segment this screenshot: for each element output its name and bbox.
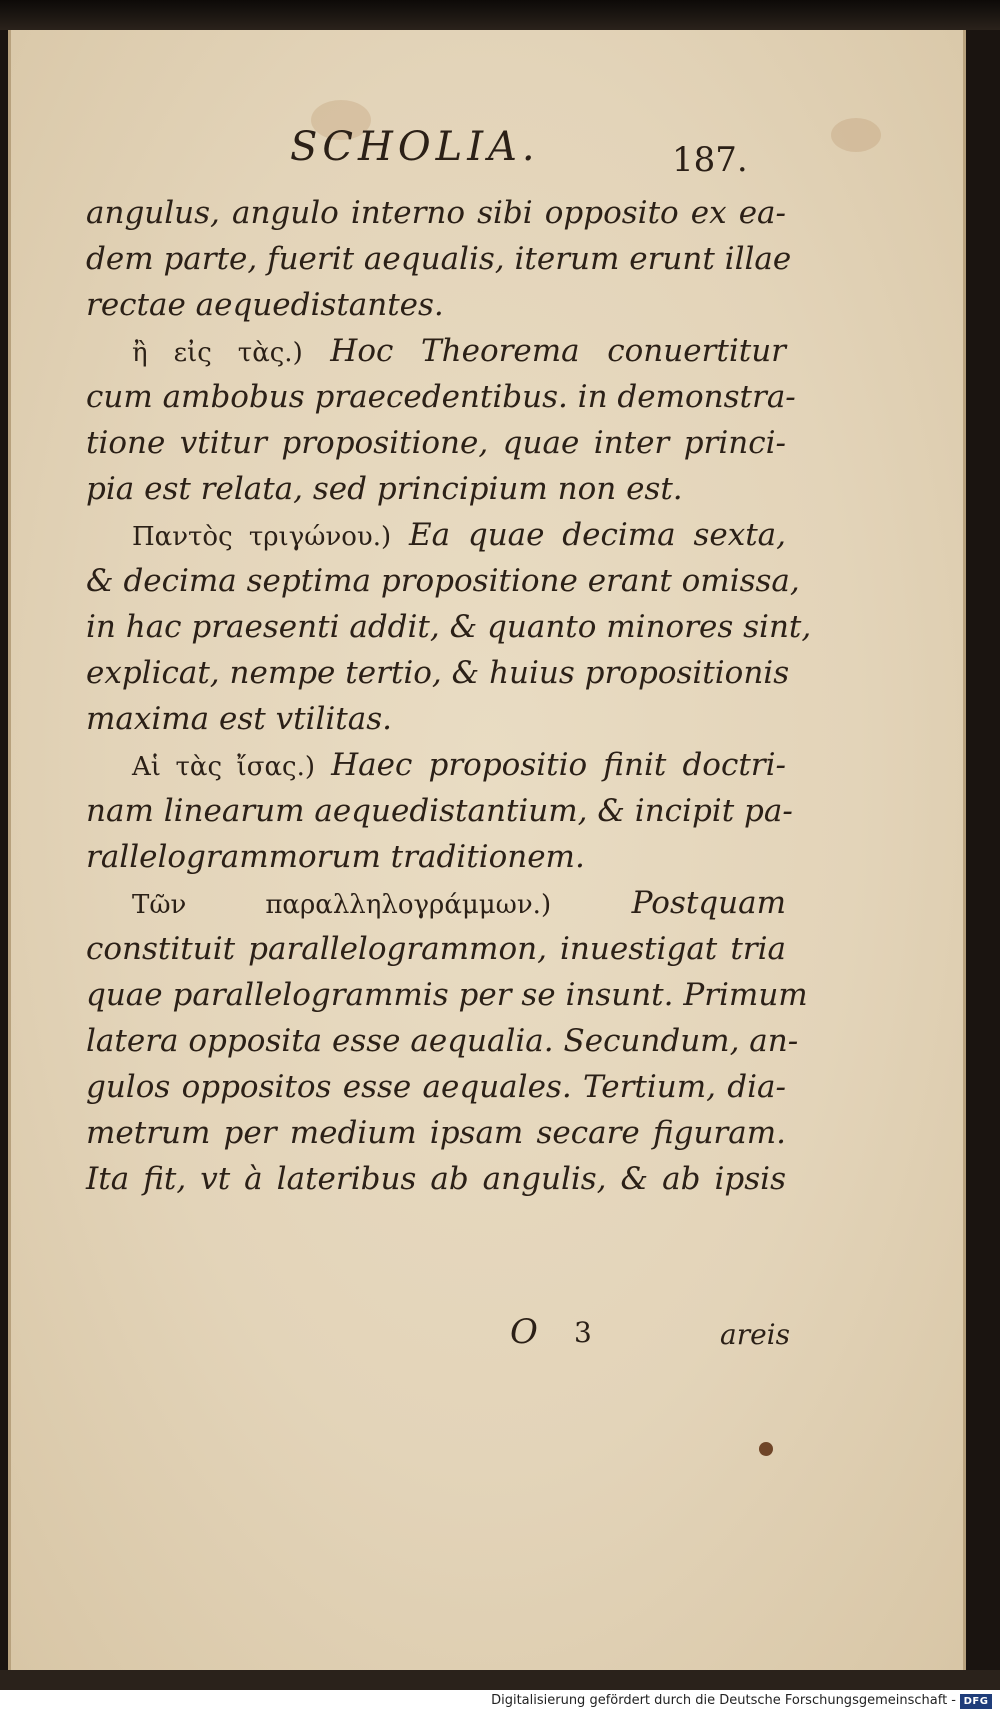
text-line: Παντὸς τριγώνου.) Ea quae decima sexta, [132,517,786,553]
greek-lemma: Παντὸς τριγώνου.) [132,522,392,552]
page-foot [500,1312,790,1352]
text-line: angulus, angulo interno sibi opposito ex ea- [86,195,786,231]
greek-lemma: ἢ εἰς τὰς.) [132,338,303,368]
funding-notice: Digitalisierung gefördert durch die Deutsche Forschungsgemeinschaft - [491,1693,956,1708]
digitization-footer [0,1690,1000,1714]
foxing-stain [759,1442,773,1456]
running-head: SCHOLIA. [290,124,540,170]
text-line: ἢ εἰς τὰς.) Hoc Theorema conuertitur [132,333,786,369]
text-line: & decima septima propositione erant omissa, [86,563,800,599]
text-line: nam linearum aequedistantium, & incipit pa- [86,793,793,829]
scan-top-edge [0,0,1000,30]
text-line: rallelogrammorum traditionem. [86,839,585,875]
text-line: latera opposita esse aequalia. Secundum, an- [86,1023,799,1059]
text-line: rectae aequedistantes. [86,287,444,323]
text-line: pia est relata, sed principium non est. [86,471,683,507]
signature-number: 3 [574,1316,592,1349]
foxing-stain [831,118,881,152]
signature-mark: O [510,1312,538,1352]
text-line: Τῶν παραλληλογράμμων.) Postquam [132,885,786,921]
text-line: cum ambobus praecedentibus. in demonstra- [86,379,796,415]
text-line: Αἱ τὰς ἴσας.) Haec propositio finit doctri- [132,747,786,783]
text-line: quae parallelogrammis per se insunt. Primum [86,977,808,1013]
scan-bottom-edge [0,1670,1000,1690]
text-line: gulos oppositos esse aequales. Tertium, dia- [86,1069,786,1105]
dfg-logo: DFG [960,1694,992,1709]
text-line: Ita fit, vt à lateribus ab angulis, & ab ipsis [86,1161,786,1197]
body-text [86,190,812,1202]
text-line: maxima est vtilitas. [86,701,392,737]
text-line: constituit parallelogrammon, inuestigat tria [86,931,786,967]
greek-lemma: Τῶν παραλληλογράμμων.) [132,890,552,920]
text-line: metrum per medium ipsam secare figuram. [86,1115,786,1151]
text-line: explicat, nempe tertio, & huius propositionis [86,655,790,691]
catchword: areis [720,1318,790,1351]
text-line: dem parte, fuerit aequalis, iterum erunt illae [86,241,792,277]
text-line: tione vtitur propositione, quae inter princi- [86,425,786,461]
text-line: in hac praesenti addit, & quanto minores sint, [86,609,812,645]
greek-lemma: Αἱ τὰς ἴσας.) [132,752,316,782]
page-number: 187. [672,140,748,180]
